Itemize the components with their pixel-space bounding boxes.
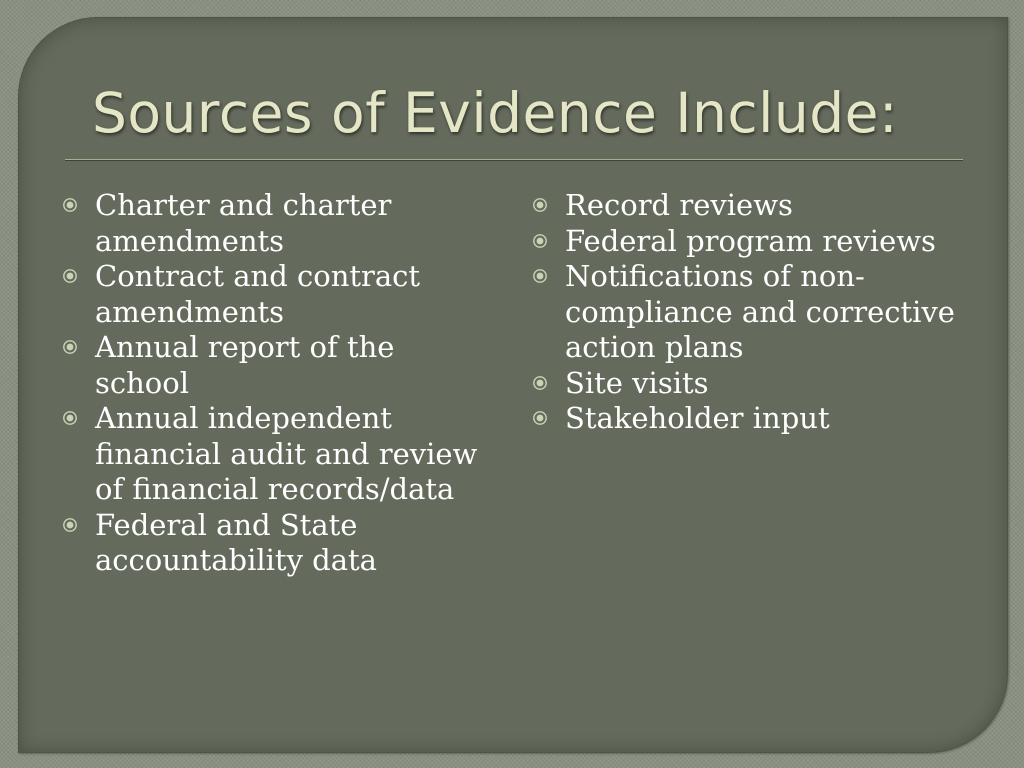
list-item [62,259,482,330]
circled-dot-icon [532,375,548,391]
circled-dot-icon [532,233,548,249]
circled-dot-icon [62,197,78,213]
list-item [532,224,982,260]
list-item [532,259,982,366]
list-item-text: Federal and State accountability data [95,507,377,577]
slide-title: Sources of Evidence Include: [92,81,899,145]
list-item [62,401,482,508]
circled-dot-icon [532,410,548,426]
list-item [532,188,982,224]
list-item [532,366,982,402]
circled-dot-icon [532,268,548,284]
circled-dot-icon [62,517,78,533]
circled-dot-icon [62,268,78,284]
list-item [532,401,982,437]
title-divider [65,159,963,160]
list-item [62,330,482,401]
circled-dot-icon [62,339,78,355]
list-item-text: Site visits [565,365,709,400]
evidence-list-right [532,188,982,437]
list-item-text: Notifications of non-compliance and corrective action plans [565,259,955,364]
list-item-text: Stakeholder input [565,401,830,435]
list-item-text: Charter and charter amendments [95,188,392,258]
list-item-text: Contract and contract amendments [95,259,421,329]
circled-dot-icon [532,197,548,213]
list-item-text: Annual independent financial audit and review of financial records/data [95,401,478,506]
list-item-text: Federal program reviews [565,223,936,258]
list-item [62,188,482,259]
list-item-text: Record reviews [565,188,793,222]
list-item-text: Annual report of the school [95,330,395,400]
circled-dot-icon [62,410,78,426]
list-item [62,508,482,579]
evidence-list-left [62,188,482,579]
